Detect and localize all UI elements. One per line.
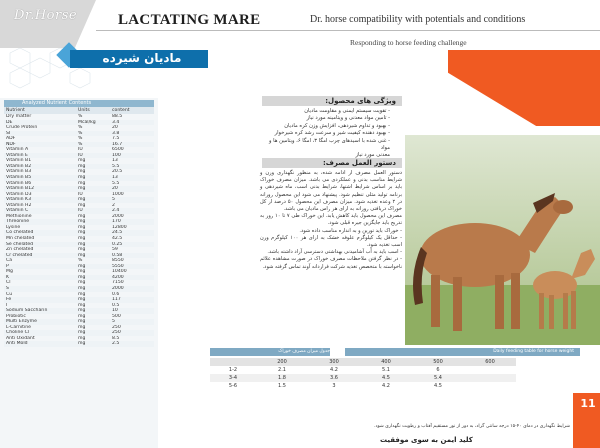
nutrient-unit: Mcal/kg	[76, 120, 110, 126]
nutrient-unit: IU	[78, 191, 83, 197]
feature-item: - تامین مواد معدنی و ویتامینه مورد نیاز	[306, 115, 390, 122]
nutrient-unit: mg	[76, 275, 110, 281]
header-divider	[96, 30, 600, 31]
nutrient-name: Anti Oxidant	[6, 335, 35, 341]
nutrient-unit: mg	[78, 335, 86, 341]
nutrient-name: Vitamin B1	[6, 158, 32, 164]
nutrient-value: 1000	[112, 191, 124, 197]
usage-paragraph: مصرف این محصول باید کاهش یابد. این خوراک طی ۷ تا ۱۰ روز به تدریج باید جایگزین جیره قبلی شود.	[260, 213, 402, 227]
dosage-cell: 5.4	[412, 374, 464, 382]
nutrient-name: Vitamin A	[6, 147, 29, 153]
nutrient-value: 88.5	[112, 114, 123, 119]
page-subtitle: Dr. horse compatibility with potentials and conditions	[310, 14, 526, 25]
nutrient-name: Co chelated	[4, 230, 76, 236]
nutrient-value: 7.5	[112, 136, 120, 142]
usage-paragraph: دستور العمل مصرف از ادامه شده، به منظور نگهداری وزن و شرایط مناسب بدنی و عملکردی می باشد. میزان مصرف خوراک باید بر اساس شرایط اشتها، شرایط بدنی اسب، ماه شیردهی و برنامه تولید مثلی تنظیم شود. پیشنهاد می شود این محصول روزانه در ۲ وعده تغذیه شود. میزان مصرف این محصول ۵۰ درصد از کل خوراک دریافتی روزانه به ازای هر راس مادیان می باشد.	[260, 170, 402, 213]
nutrient-name: DE	[4, 120, 76, 126]
page-title: LACTATING MARE	[118, 12, 261, 28]
nutrient-value: 8550	[112, 258, 124, 264]
nutrient-name: Vitamin B2	[4, 164, 76, 170]
dosage-cell: 3	[332, 383, 336, 389]
dosage-cell: 1.5	[278, 383, 286, 389]
nutrient-value: 5.5	[112, 180, 120, 186]
nutrient-name: Methionine	[6, 213, 32, 219]
dosage-titles	[210, 348, 580, 356]
nutrient-name: ADF	[6, 136, 16, 142]
nutrient-value: 100	[110, 153, 154, 159]
nutrient-unit: mg	[76, 219, 110, 225]
nutrient-value: 3.8	[110, 131, 154, 137]
header-units: Units	[76, 107, 110, 114]
dosage-header-cell	[210, 358, 256, 366]
tagline: Responding to horse feeding challenge	[350, 38, 467, 47]
nutrient-value: 0.58	[110, 253, 154, 259]
dosage-header-cell: 500	[412, 358, 464, 366]
dosage-table-body	[210, 366, 516, 390]
nutrient-unit: mg	[76, 308, 110, 314]
dosage-header-cell: 400	[360, 358, 412, 366]
dosage-cell: 1-2	[228, 367, 238, 373]
nutrient-unit: mg	[76, 319, 110, 325]
nutrient-value: 3.4	[110, 120, 154, 126]
dosage-cell: 4.5	[434, 383, 442, 389]
nutrient-unit: mg	[76, 330, 110, 336]
nutrient-value: 13	[110, 175, 154, 181]
nutrient-value: 2000	[110, 286, 154, 292]
dosage-row	[210, 382, 516, 390]
nutrient-unit: IU	[76, 153, 110, 159]
nutrient-value: 12800	[112, 224, 127, 230]
dosage-cell: 4.2	[382, 383, 390, 389]
nutrient-value: 7150	[112, 280, 124, 286]
nutrient-table	[4, 107, 154, 347]
nutrient-unit: mg	[76, 253, 110, 259]
dosage-cell: 6	[436, 367, 440, 373]
nutrient-name: Ca	[6, 258, 13, 264]
nutrient-value: 4200	[110, 275, 154, 281]
usage-paragraph: - حداقل یک کیلوگرم علوفه خشک به ازای هر ۱۰۰ کیلوگرم وزن اسب تغذیه شود.	[260, 234, 402, 249]
nutrient-unit: mg	[78, 236, 86, 242]
nutrient-name: Vitamin D3	[6, 191, 32, 197]
nutrient-value: 24.5	[110, 230, 154, 236]
dosage-cell: 3.6	[308, 374, 360, 382]
nutrient-value: 0.5	[112, 302, 120, 308]
nutrient-unit: mg	[76, 264, 110, 270]
usage-heading: دستور العمل مصرف:	[322, 159, 396, 167]
nutrient-unit: mg	[76, 286, 110, 292]
nutrient-panel	[4, 100, 154, 440]
nutrient-unit: %	[78, 114, 83, 119]
nutrient-name: NDF	[4, 142, 76, 148]
dosage-header-cell: 600	[464, 358, 516, 366]
dosage-cell: 5.1	[382, 367, 390, 373]
page-number: 11	[580, 397, 596, 410]
nutrient-name: Vitamin E	[4, 153, 76, 159]
nutrient-name: Lysine	[6, 224, 21, 230]
nutrient-name: Crude Protein	[6, 125, 38, 131]
nutrient-name: L-Carnitine	[6, 324, 31, 330]
nutrient-unit: mg	[76, 175, 110, 181]
nutrient-name: Dry matter	[6, 114, 32, 119]
nutrient-name: Mg	[6, 269, 13, 275]
nutrient-name: Vitamin K3	[4, 197, 76, 203]
nutrient-table-body	[4, 114, 154, 347]
nutrient-value: 2	[112, 202, 115, 208]
nutrient-unit: mg	[76, 242, 110, 248]
nutrient-name: Cu	[6, 291, 13, 297]
nutrient-unit: mg	[76, 297, 110, 303]
nutrient-value: 10400	[112, 269, 127, 275]
mare-and-foal-photo	[405, 135, 600, 345]
product-title: مادیان شیرده	[102, 51, 182, 65]
feature-item: - غنی شده با اسیدهای چرب امگا ۳، امگا ۶، ویتامین ها و مواد	[269, 137, 390, 152]
nutrient-name: Multi Enzyme	[4, 319, 76, 325]
nutrient-value: 20	[110, 186, 154, 192]
nutrient-name: Anti Mold	[4, 341, 76, 347]
feature-item: - بهبود و تداوم شیردهی، افزایش وزن کره مادیان	[284, 122, 390, 129]
nutrient-unit: mg	[76, 186, 110, 192]
nutrient-value: 6500	[112, 147, 124, 153]
dosage-cell	[464, 366, 516, 374]
nutrient-name: Mn chelated	[6, 236, 35, 242]
nutrient-value: 5	[110, 197, 154, 203]
dosage-table-header	[210, 358, 516, 366]
features-list	[262, 108, 390, 160]
nutrient-name: I	[6, 302, 8, 308]
dosage-header-cell: 300	[308, 358, 360, 366]
nutrient-value: 8.5	[112, 335, 120, 341]
nutrient-value: 170	[110, 219, 154, 225]
dosage-section	[210, 348, 580, 390]
nutrient-name: K	[4, 275, 76, 281]
nutrient-unit: mg	[78, 324, 86, 330]
nutrient-unit: mg	[78, 280, 86, 286]
nutrient-name: Cr chelated	[4, 253, 76, 259]
nutrient-name: P	[4, 264, 76, 270]
dosage-cell: 3-4	[210, 374, 256, 382]
nutrient-name: Zn chelated	[6, 247, 34, 253]
nutrient-name: Vitamin B6	[6, 180, 32, 186]
nutrient-name: Vitamin B12	[4, 186, 76, 192]
dosage-row	[210, 374, 516, 382]
dosage-cell: 5-6	[228, 383, 238, 389]
nutrient-value: 5550	[110, 264, 154, 270]
nutrient-value: 0.25	[110, 242, 154, 248]
nutrient-name: Fe	[4, 297, 76, 303]
usage-paragraph: - اسب باید به آب آشامیدنی بهداشتی دسترسی آزاد داشته باشد.	[267, 249, 402, 256]
nutrient-table-header	[4, 107, 154, 114]
nutrient-unit: mg	[78, 202, 86, 208]
nutrient-value: 250	[112, 324, 121, 330]
nutrient-unit: mg	[78, 269, 86, 275]
nutrient-value: 59	[112, 247, 118, 253]
nutrient-unit: %	[78, 136, 83, 142]
nutrient-value: 0.6	[112, 291, 120, 297]
nutrient-name: Se chelated	[4, 242, 76, 248]
nutrient-value: 13	[112, 158, 118, 164]
nutrient-name: Sodium Saccharin	[4, 308, 76, 314]
nutrient-unit: mg	[78, 158, 86, 164]
nutrient-value: 2.5	[110, 341, 154, 347]
nutrient-name: Choline Cl	[4, 330, 76, 336]
usage-paragraph: - در نظر گرفتن ملاحظات مصرف خوراک در صورت مشاهده علائم ناخواسته با متخصص تغذیه شرکت فرازدانه آوند تماس گرفته شود.	[260, 256, 402, 270]
nutrient-unit: mg	[76, 341, 110, 347]
dosage-cell: 4.2	[330, 367, 338, 373]
dosage-cell: 2.1	[278, 367, 286, 373]
dosage-table	[210, 358, 516, 390]
brand-logo: Dr.Horse	[14, 8, 78, 23]
nutrient-value: 10	[110, 308, 154, 314]
nutrient-unit: mg	[78, 247, 86, 253]
usage-paragraph: - خوراک باید توزین و به اندازه مناسب داده شود.	[299, 227, 402, 234]
feature-item: - بهبود دهنده کیفیت شیر و سرعت رشد کره شیرخوار	[274, 130, 390, 137]
nutrient-value: 42.5	[112, 236, 123, 242]
nutrient-table-title: Analyzed Nutrient Contents	[4, 100, 154, 107]
feature-item: - تقویت سیستم ایمنی و مقاومت مادیان	[304, 108, 390, 114]
features-heading: ویژگی های محصول:	[325, 97, 396, 105]
header-nutrient: Nutrient	[4, 107, 76, 114]
nutrient-value: 117	[110, 297, 154, 303]
nutrient-unit: mg	[76, 164, 110, 170]
nutrient-unit: IU	[78, 147, 83, 153]
dosage-header-cell: 200	[256, 358, 308, 366]
nutrient-value: 5	[110, 319, 154, 325]
nutrient-unit: mg	[78, 169, 86, 175]
dosage-title-en: Daily feeding table for horse weight	[345, 348, 580, 356]
nutrient-name: Threonine	[4, 219, 76, 225]
nutrient-name: Vitamin B5	[4, 175, 76, 181]
header-content: content	[110, 107, 154, 114]
nutrient-value: 2.4	[110, 208, 154, 214]
nutrient-value: 5.5	[110, 164, 154, 170]
storage-footnote: شرایط نگهداری در دمای ۴۰-۱۵ درجه سانتی گراد، به دور از نور مستقیم آفتاب و رطوبت نگهداری شود.	[373, 424, 570, 429]
nutrient-unit: mg	[76, 197, 110, 203]
slogan: کلید ایمن به سوی موفقیت	[380, 436, 473, 444]
feature-item: معدنی مورد نیاز	[355, 152, 390, 159]
nutrient-unit: %	[78, 258, 83, 264]
dosage-cell: 4.5	[360, 374, 412, 382]
nutrient-unit: mg	[78, 213, 86, 219]
dosage-row	[210, 366, 516, 374]
horse-illustration	[405, 135, 600, 345]
nutrient-name: Cl	[6, 280, 11, 286]
nutrient-value: 16.7	[110, 142, 154, 148]
dosage-cell: 1.8	[256, 374, 308, 382]
nutrient-unit: IU	[76, 208, 110, 214]
nutrient-unit: mg	[78, 313, 86, 319]
nutrient-unit: %	[76, 131, 110, 137]
nutrient-value: 500	[112, 313, 121, 319]
nutrient-name: Vitamin C	[4, 208, 76, 214]
nutrient-unit: mg	[78, 302, 86, 308]
orange-accent-block	[448, 50, 600, 126]
nutrient-unit: %	[78, 125, 83, 131]
dosage-cell	[464, 374, 516, 382]
nutrient-unit: mg	[76, 230, 110, 236]
nutrient-name: SI	[4, 131, 76, 137]
nutrient-value: 2000	[112, 213, 124, 219]
nutrient-value: 250	[110, 330, 154, 336]
nutrient-name: Vitamin H2	[6, 202, 32, 208]
usage-instructions	[260, 170, 402, 271]
nutrient-name: Vitamin B3	[6, 169, 32, 175]
nutrient-unit: mg	[78, 291, 86, 297]
nutrient-value: 20.5	[112, 169, 123, 175]
nutrient-unit: mg	[78, 180, 86, 186]
nutrient-row	[4, 341, 154, 347]
nutrient-value: 20	[112, 125, 118, 131]
nutrient-name: S	[4, 286, 76, 292]
dosage-title-fa: جدول میزان مصرف خوراک	[210, 348, 330, 356]
nutrient-unit: mg	[78, 224, 86, 230]
nutrient-name: Probiotic	[6, 313, 26, 319]
dosage-cell	[464, 382, 516, 390]
nutrient-unit: %	[76, 142, 110, 148]
